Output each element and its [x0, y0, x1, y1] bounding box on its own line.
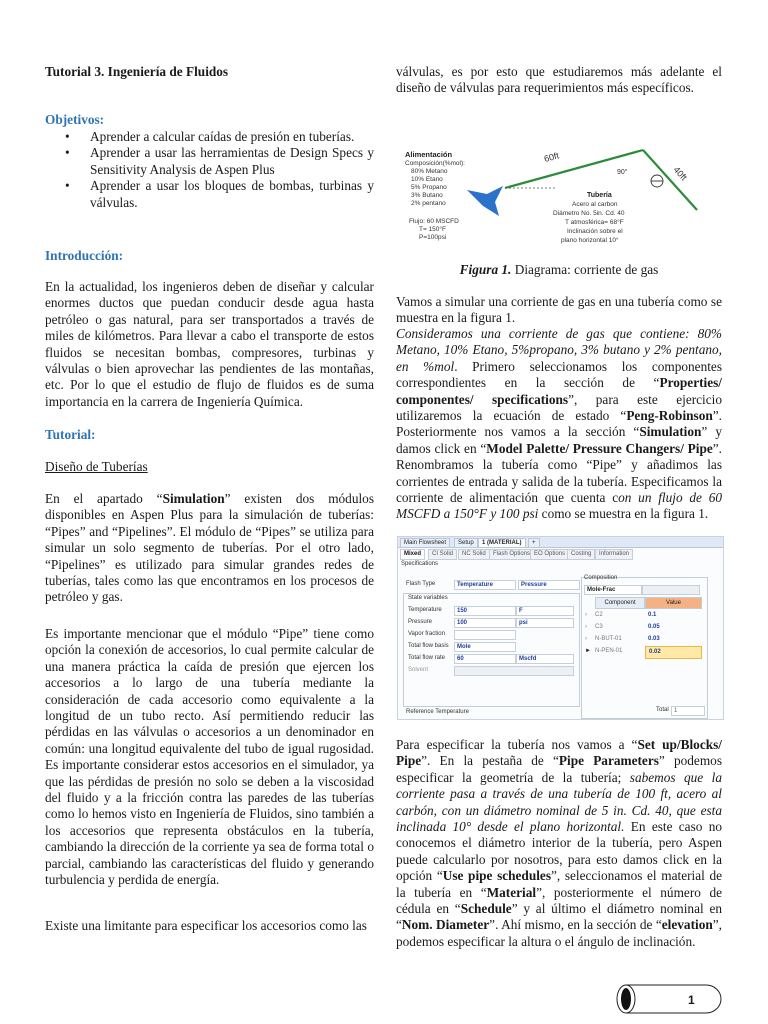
alim-title: Alimentación — [405, 150, 453, 159]
pressure-input[interactable]: 100 — [454, 618, 516, 628]
flash-type-select-1[interactable]: Temperature — [454, 580, 516, 590]
page-number: 1 — [688, 993, 695, 1007]
limitante-paragraph: Existe una limitante para especificar los accesorios como las — [45, 918, 367, 933]
subtab-mixed[interactable]: Mixed — [400, 549, 425, 560]
reference-temperature-label: Reference Temperature — [406, 709, 469, 715]
pressure-label: Pressure — [408, 619, 433, 625]
total-value: 1 — [671, 706, 705, 716]
intro-paragraph: En la actualidad, los ingenieros deben de diseñar y calcular enormes ductos que puedan conducir desde agua hasta petróleo o gas natural, para ser transportados a través de miles de kilómetros. Para llevar a cabo el transporte de estos fluidos se necesitan bombas, compresores, turbinas y válvulas o bien aprovechar las pendientes de las montañas, etc. Por lo que el estudio de flujo de fluidos es de suma importancia en la carrera de Ingeniería Química. — [45, 279, 374, 409]
temperature-input[interactable]: 150 — [454, 606, 516, 616]
simulation-paragraph: En el apartado “Simulation” existen dos módulos disponibles en Aspen Plus para la simulación de tuberías: “Pipes” and “Pipelines”. El módulo de “Pipes” se utiliza para simular un solo segmento de tuberías. Por el otro lado, “Pipelines” es utilizado para simular grandes redes de tuberías, tales como las que encontramos en los procesos de petróleo y gas. — [45, 491, 374, 605]
flujo-line: Flujo: 60 MSCFD — [409, 218, 459, 225]
flow-basis-select[interactable]: Mole — [454, 642, 516, 652]
gas-paragraph: Vamos a simular una corriente de gas en una tubería como se muestra en la figura 1. — [396, 294, 722, 326]
alim-line: Composición(%mol): — [405, 160, 465, 167]
pressure-unit[interactable]: psi — [516, 618, 574, 628]
flash-type-select-2[interactable]: Pressure — [518, 580, 580, 590]
alim-line: 80% Metano — [411, 168, 448, 175]
tuberia-line: Diámetro No. 5in. Cd. 40 — [553, 210, 625, 217]
solvent-label: Solvent — [408, 667, 429, 673]
alim-line: 5% Propano — [411, 184, 447, 191]
subtab-eo-options[interactable]: EO Options — [530, 549, 569, 560]
subtab-costing[interactable]: Costing — [567, 549, 595, 560]
sub-tabs — [400, 549, 721, 560]
subtab-nc-solid[interactable]: NC Solid — [458, 549, 490, 560]
table-row[interactable]: › C2 0.1 — [585, 612, 657, 618]
length-40ft: 40ft — [671, 164, 689, 183]
value-header: Value — [645, 597, 702, 609]
table-row[interactable]: › C3 0.05 — [585, 624, 660, 630]
list-item: • Aprender a usar los bloques de bombas, turbinas y válvulas. — [45, 178, 374, 211]
state-variables-label: State variables — [408, 595, 448, 601]
table-row[interactable]: › N-BUT-01 0.03 — [585, 636, 660, 642]
alim-line: 2% pentano — [411, 200, 446, 207]
tuberia-line: Inclinación sobre el — [567, 228, 623, 235]
components-paragraph: Consideramos una corriente de gas que contiene: 80% Metano, 10% Etano, 5%propano, 3% butano y 2% pentano, en %mol. Primero seleccionamos los componentes correspondientes en la sección de “Properties/ componentes/ specifications”, para este ejercicio utilizaremos la ecuación de estado “Peng-Robinson”. Posteriormente nos vamos a la sección “Simulation” y damos click en “Model Palette/ Pressure Changers/ Pipe”. Renombramos la tubería como “Pipe” y añadimos las corrientes de entrada y salida de la tubería. Especificamos la corriente de alimentación que cuenta con un flujo de 60 MSCFD a 150°F y 100 psi como se muestra en la figura 1. — [396, 326, 723, 522]
alim-line: 3% Butano — [411, 192, 443, 199]
diseno-heading: Diseño de Tuberías — [45, 459, 148, 474]
valvulas-paragraph: válvulas, es por esto que estudiaremos más adelante el diseño de válvulas para requerimientos más específicos. — [396, 64, 722, 96]
specifications-label: Specifications — [401, 561, 439, 567]
tab-add[interactable]: + — [528, 538, 540, 548]
length-60ft: 60ft — [542, 150, 561, 164]
document-title: Tutorial 3. Ingeniería de Fluidos — [45, 64, 229, 79]
tab-material[interactable]: 1 (MATERIAL) — [478, 538, 526, 548]
pipe-params-paragraph: Para especificar la tubería nos vamos a “Set up/Blocks/ Pipe”. En la pestaña de “Pipe Parameters” podemos especificar la geometría de la tubería; sabemos que la corriente pasa a través de una tubería de 100 ft, acero al carbón, con un diámetro nominal de 5 in. Cd. 40, que esta inclinada 10° desde el plano horizontal. En este caso no conocemos el diámetro interior de la tubería, pero Aspen puede calcularlo por nosotros, para esto damos click en la opción “Use pipe schedules”, seleccionamos el material de la tubería en “Material”, posteriormente el número de cédula en “Schedule” y al último el diámetro nominal en “Nom. Diameter”. Ahí mismo, en la sección de “elevation”, podemos especificar la altura o el ángulo de inclinación. — [396, 737, 723, 949]
subtab-ci-solid[interactable]: CI Solid — [428, 549, 457, 560]
tutorial-heading: Tutorial: — [45, 427, 96, 442]
tab-main-flowsheet[interactable]: Main Flowsheet — [400, 538, 450, 548]
objetivos-list — [45, 129, 374, 211]
page-number-scroll-icon — [614, 982, 722, 1016]
tuberia-line: plano horizontal 10° — [561, 237, 619, 244]
composition-unit-select[interactable] — [642, 585, 700, 595]
temperature-label: Temperature — [408, 607, 442, 613]
flujo-line: T= 150°F — [419, 226, 446, 233]
intro-heading: Introducción: — [45, 248, 124, 263]
objetivos-heading: Objetivos: — [45, 112, 105, 127]
tab-setup[interactable]: Setup — [454, 538, 478, 548]
feed-arrow-icon — [467, 186, 503, 216]
temperature-unit[interactable]: F — [516, 606, 574, 616]
flow-rate-unit[interactable]: Mscfd — [516, 654, 574, 664]
list-item: • Aprender a calcular caídas de presión en tuberías. — [45, 129, 374, 145]
pipe-paragraph: Es importante mencionar que el módulo “Pipe” tiene como opción la conexión de accesorios, lo cual permite calcular de una manera práctica la caída de presión que ejercen los accesorios a lo largo de una tubería mediante la consideración de cada accesorio como equivalente a la longitud de un tubo recto. Así permitiendo reducir las pérdidas en las válvulas o accesorios a un denominador en común: una longitud equivalente del tubo de igual rugosidad. Es importante considerar estos accesorios en el simulador, ya que las pérdidas de presión no solo se deben a la viscosidad del fluido y a la fricción contra las paredes de las tuberías como lo hemos visto en Ingeniería de Fluidos, sino también a los accesorios que representa obstáculos en la tubería, cambiando la dirección de la corriente ya sea de forma total o parcial, cambiando las características del fluido y generando turbulencia y perdida de energía. — [45, 626, 374, 888]
subtab-information[interactable]: Information — [595, 549, 633, 560]
composition-label: Composition — [584, 575, 618, 581]
total-label: Total — [656, 707, 669, 713]
tuberia-line: Acero al carbon — [572, 201, 618, 208]
tab-bar — [398, 537, 723, 548]
aspen-screenshot — [397, 536, 724, 720]
figure-1-caption: Figura 1. Diagrama: corriente de gas — [459, 262, 659, 277]
component-header: Component — [595, 597, 645, 609]
composition-basis-select[interactable]: Mole-Frac — [584, 585, 642, 595]
tuberia-line: T atmosférica= 68°F — [565, 219, 624, 226]
list-item: • Aprender a usar las herramientas de Design Specs y Sensitivity Analysis de Aspen Plus — [45, 145, 374, 178]
figure-1-diagram — [405, 148, 725, 248]
flujo-line: P=100psi — [419, 234, 447, 241]
solvent-select[interactable] — [454, 666, 574, 676]
alim-line: 10% Etano — [411, 176, 443, 183]
angle-label: 90° — [617, 169, 628, 176]
flow-basis-label: Total flow basis — [408, 643, 449, 649]
subtab-flash-options[interactable]: Flash Options — [489, 549, 534, 560]
tuberia-title: Tubería — [587, 192, 612, 199]
flow-rate-input[interactable]: 60 — [454, 654, 516, 664]
table-row[interactable]: ► N-PEN-01 0.02 — [583, 646, 701, 657]
flash-type-label: Flash Type — [406, 581, 436, 587]
flow-rate-label: Total flow rate — [408, 655, 446, 661]
vapor-fraction-label: Vapor fraction — [408, 631, 445, 637]
vapor-fraction-input[interactable] — [454, 630, 516, 640]
